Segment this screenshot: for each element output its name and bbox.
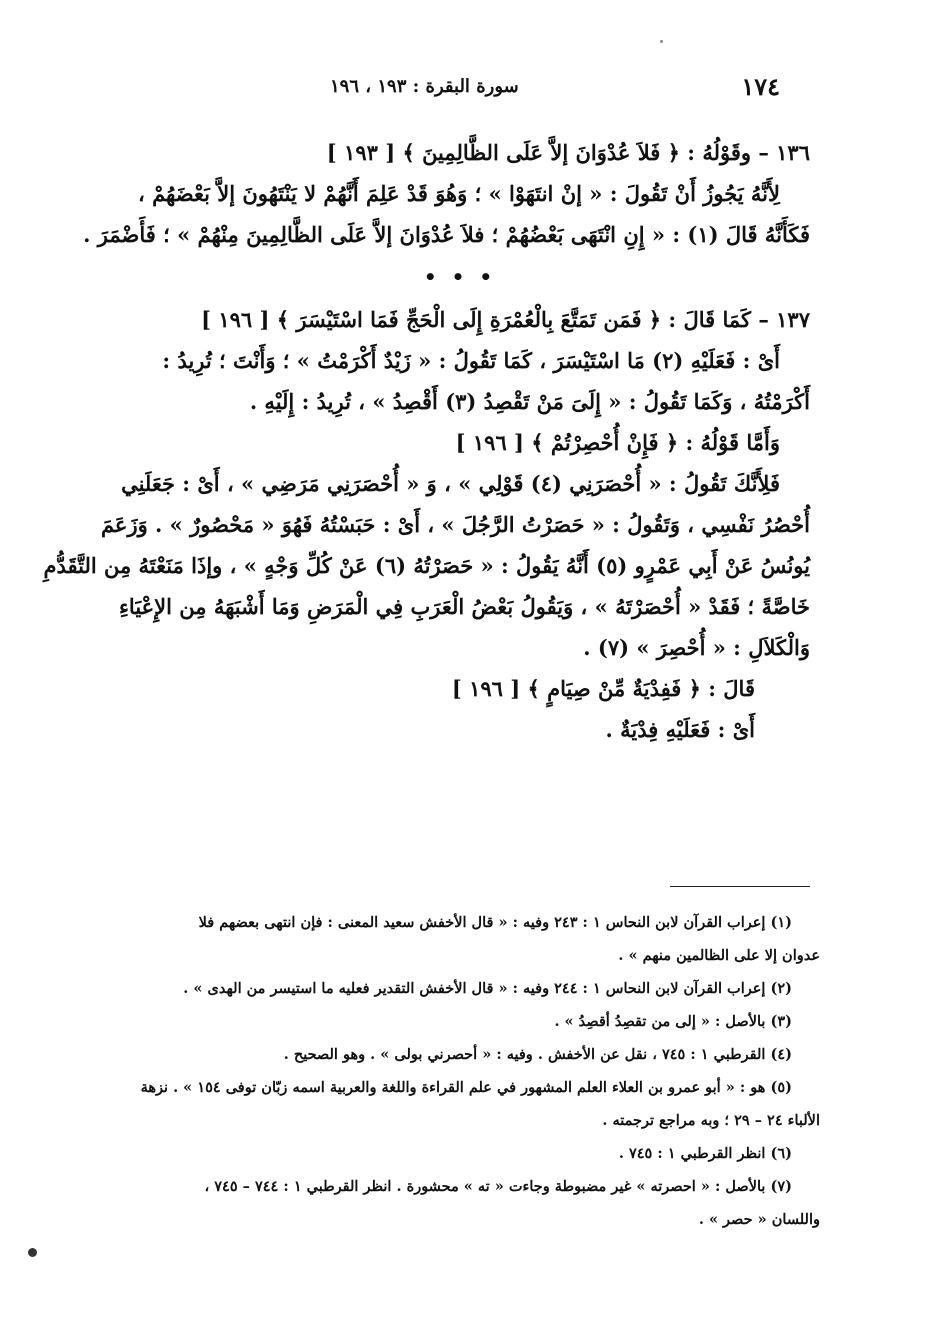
running-title: سورة البقرة : ١٩٣ ، ١٩٦ bbox=[330, 75, 519, 97]
text-line: فَكَأَنَّهُ قَالَ (١) : « إِنِ انْتَهَى بَعْضُهُمْ ؛ فلاَ عُدْوَانَ إلاَّ عَلَى الظَّالِمِينَ مِنْهُمْ » ؛ فَأَضْمَرَ . bbox=[83, 222, 810, 247]
scan-speck bbox=[28, 1248, 37, 1257]
footnote-line: الألباء ٢٤ – ٢٩ ؛ وبه مراجع ترجمته . bbox=[602, 1112, 820, 1129]
footnote-line: (٤) القرطبي ١ : ٧٤٥ ، نقل عن الأخفش . وفيه : « أحصرني بولى » . وهو الصحيح . bbox=[283, 1046, 792, 1063]
text-line: قَالَ : ﴿ فَفِدْيَةٌ مِّنْ صِيَامٍ ﴾ [ ١٩٦ ] bbox=[451, 676, 755, 701]
footnote-line: واللسان « حصر » . bbox=[698, 1211, 820, 1228]
text-line: فَلِأَنَّكَ تَقُولُ : « أُحْصَرَنِي (٤) قَوْلِي » ، وَ « أُحْصَرَنِي مَرَضِي » ، أَىْ : جَعَلَنِي bbox=[121, 471, 780, 496]
main-text bbox=[43, 132, 810, 750]
page-header bbox=[330, 66, 780, 106]
text-line: أَىْ : فَعَلَيْهِ فِدْيَةٌ . bbox=[605, 717, 755, 742]
footnote-line: (١) إعراب القرآن لابن النحاس ١ : ٢٤٣ وفيه : « قال الأخفش سعيد المعنى : فإن انتهى بعضهم فلا bbox=[198, 914, 792, 931]
text-line: وَالْكَلاَلِ : « أُحْصِرَ » (٧) . bbox=[583, 635, 810, 660]
footnote-line: (٧) بالأصل : « احصرته » غير مضبوطة وجاءت « ته » محشورة . انظر القرطبي ١ : ٧٤٤ – ٧٤٥ ، bbox=[204, 1178, 792, 1195]
footnotes bbox=[110, 906, 820, 1236]
footnote-line: عدوان إلا على الظالمين منهم » . bbox=[618, 947, 820, 964]
footnote-line: (٦) انظر القرطبي ١ : ٧٤٥ . bbox=[618, 1145, 792, 1162]
footnote-line: (٢) إعراب القرآن لابن النحاس ١ : ٢٤٤ وفيه : « قال الأخفش التقدير فعليه ما استيسر من الهدى » . bbox=[183, 980, 792, 997]
section-separator: • • • bbox=[423, 265, 497, 289]
text-line: أَكْرَمْتُهُ ، وَكَمَا تَقُولُ : « إِلَىَ مَنْ تَقْصِدُ (٣) أَقْصِدُ » ، تُرِيدُ : إِلَيْهِ . bbox=[249, 389, 810, 414]
text-line: ١٣٦ – وقَوْلُهُ : ﴿ فَلاَ عُدْوَانَ إلاَّ عَلَى الظَّالِمِينَ ﴾ [ ١٩٣ ] bbox=[326, 140, 810, 165]
footnote-rule bbox=[670, 886, 810, 887]
text-line: خَاصَّةً ؛ فَقَدْ « أُحْصَرْتَهُ » ، وَيَقُولُ بَعْضُ الْعَرَبِ فِي الْمَرَضِ وَمَا أَشْبَهَهُ مِن الإِعْيَاءِ bbox=[119, 594, 810, 619]
text-line: أَىْ : فَعَلَيْهِ (٢) مَا اسْتَيْسَرَ ، كَمَا تَقُولُ : « زَيْدٌ أَكْرَمْتُ » ؛ وَأَنْتَ ؛ تُرِيدُ : bbox=[162, 348, 780, 373]
page-number: ١٧٤ bbox=[741, 71, 780, 101]
footnote-line: (٣) بالأصل : « إلى من تقصِدُ أقصِدُ » . bbox=[554, 1013, 792, 1030]
footnote-line: (٥) هو : « أبو عمرو بن العلاء العلم المشهور في علم القراءة واللغة والعربية اسمه زبّان توفى ١٥٤ » . نزهة bbox=[140, 1079, 792, 1096]
text-line: أُحْصُرُ نَفْسِي ، وَتَقُولُ : « حَصَرْتُ الرَّجُلَ » ، أَىْ : حَبَسْتُهُ فَهُوَ « مَحْصُورٌ » . وَزَعَمَ bbox=[100, 512, 810, 537]
text-line: يُونُسُ عَنْ أَبِي عَمْرٍو (٥) أَنَّهُ يَقُولُ : « حَصَرْتُهُ (٦) عَنْ كُلِّ وَجْهٍ » ، وإذَا مَنَعْتَهُ مِن التَّقَدُّمِ bbox=[43, 553, 810, 578]
text-line: لِأَنَّهُ يَجُوزُ أَنْ تَقُولَ : « إنْ انتَهَوْا » ؛ وَهُوَ قَدْ عَلِمَ أَنَّهُمْ لا يَنْتَهُونَ إلاَّ بَعْضَهُمْ ، bbox=[137, 181, 780, 206]
text-line: ١٣٧ – كَمَا قَالَ : ﴿ فَمَن تَمَتَّعَ بِالْعُمْرَةِ إِلَى الْحَجِّ فَمَا اسْتَيْسَرَ ﴾ [ ١٩٦ ] bbox=[201, 307, 810, 332]
scan-speck bbox=[660, 40, 663, 43]
text-line: وَأَمَّا قَوْلُهُ : ﴿ فَإِنْ أُحْصِرْتُمْ ﴾ [ ١٩٦ ] bbox=[455, 430, 780, 455]
